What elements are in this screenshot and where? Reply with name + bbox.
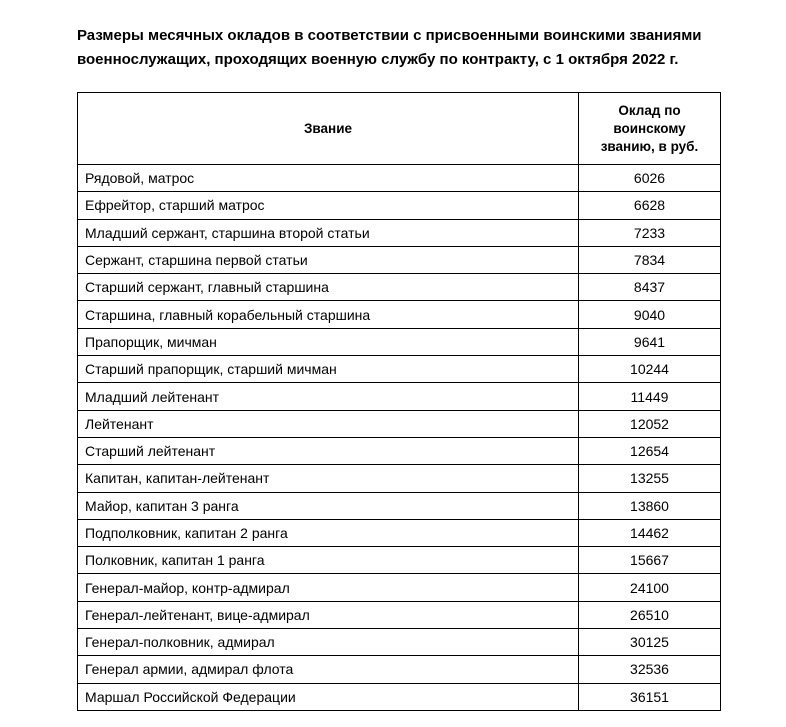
table-row bbox=[78, 328, 721, 355]
table-row bbox=[78, 219, 721, 246]
rank-cell: Подполковник, капитан 2 ранга bbox=[78, 519, 579, 546]
salary-cell: 30125 bbox=[579, 629, 721, 656]
salary-cell: 14462 bbox=[579, 519, 721, 546]
table-row bbox=[78, 410, 721, 437]
rank-cell: Полковник, капитан 1 ранга bbox=[78, 547, 579, 574]
rank-cell: Старшина, главный корабельный старшина bbox=[78, 301, 579, 328]
rank-cell: Младший лейтенант bbox=[78, 383, 579, 410]
table-row bbox=[78, 492, 721, 519]
table-row bbox=[78, 246, 721, 273]
rank-cell: Лейтенант bbox=[78, 410, 579, 437]
salary-cell: 36151 bbox=[579, 683, 721, 710]
table-row bbox=[78, 547, 721, 574]
header-salary: Оклад по воинскому званию, в руб. bbox=[579, 93, 721, 165]
salary-cell: 15667 bbox=[579, 547, 721, 574]
rank-cell: Младший сержант, старшина второй статьи bbox=[78, 219, 579, 246]
table-row bbox=[78, 301, 721, 328]
salary-cell: 13255 bbox=[579, 465, 721, 492]
rank-cell: Прапорщик, мичман bbox=[78, 328, 579, 355]
rank-cell: Старший прапорщик, старший мичман bbox=[78, 356, 579, 383]
salary-cell: 26510 bbox=[579, 601, 721, 628]
salary-cell: 9641 bbox=[579, 328, 721, 355]
table-row bbox=[78, 629, 721, 656]
salary-cell: 11449 bbox=[579, 383, 721, 410]
table-row bbox=[78, 356, 721, 383]
rank-cell: Генерал армии, адмирал флота bbox=[78, 656, 579, 683]
header-rank: Звание bbox=[78, 93, 579, 165]
rank-cell: Рядовой, матрос bbox=[78, 165, 579, 192]
table-row bbox=[78, 465, 721, 492]
rank-cell: Ефрейтор, старший матрос bbox=[78, 192, 579, 219]
salary-cell: 13860 bbox=[579, 492, 721, 519]
table-row bbox=[78, 601, 721, 628]
salary-cell: 9040 bbox=[579, 301, 721, 328]
table-row bbox=[78, 383, 721, 410]
salary-cell: 6026 bbox=[579, 165, 721, 192]
header-row bbox=[78, 93, 721, 165]
salary-cell: 10244 bbox=[579, 356, 721, 383]
rank-cell: Генерал-лейтенант, вице-адмирал bbox=[78, 601, 579, 628]
salary-cell: 12654 bbox=[579, 437, 721, 464]
rank-cell: Майор, капитан 3 ранга bbox=[78, 492, 579, 519]
rank-cell: Генерал-полковник, адмирал bbox=[78, 629, 579, 656]
salary-cell: 24100 bbox=[579, 574, 721, 601]
table-row bbox=[78, 192, 721, 219]
document-title bbox=[77, 24, 737, 72]
table-row bbox=[78, 519, 721, 546]
salary-table bbox=[77, 92, 721, 711]
salary-cell: 8437 bbox=[579, 274, 721, 301]
table-row bbox=[78, 437, 721, 464]
table-row bbox=[78, 683, 721, 710]
table-row bbox=[78, 656, 721, 683]
salary-cell: 7834 bbox=[579, 246, 721, 273]
rank-cell: Капитан, капитан-лейтенант bbox=[78, 465, 579, 492]
salary-cell: 32536 bbox=[579, 656, 721, 683]
salary-cell: 7233 bbox=[579, 219, 721, 246]
rank-cell: Старший лейтенант bbox=[78, 437, 579, 464]
table-body bbox=[78, 165, 721, 711]
rank-cell: Генерал-майор, контр-адмирал bbox=[78, 574, 579, 601]
table-row bbox=[78, 274, 721, 301]
document-title-line-2: военнослужащих, проходящих военную службу по контракту, с 1 октября 2022 г. bbox=[77, 51, 679, 68]
table-row bbox=[78, 165, 721, 192]
table-row bbox=[78, 574, 721, 601]
rank-cell: Сержант, старшина первой статьи bbox=[78, 246, 579, 273]
salary-cell: 12052 bbox=[579, 410, 721, 437]
document-title-line-1: Размеры месячных окладов в соответствии с присвоенными воинскими званиями bbox=[77, 27, 702, 44]
rank-cell: Старший сержант, главный старшина bbox=[78, 274, 579, 301]
rank-cell: Маршал Российской Федерации bbox=[78, 683, 579, 710]
salary-cell: 6628 bbox=[579, 192, 721, 219]
table-header bbox=[78, 93, 721, 165]
